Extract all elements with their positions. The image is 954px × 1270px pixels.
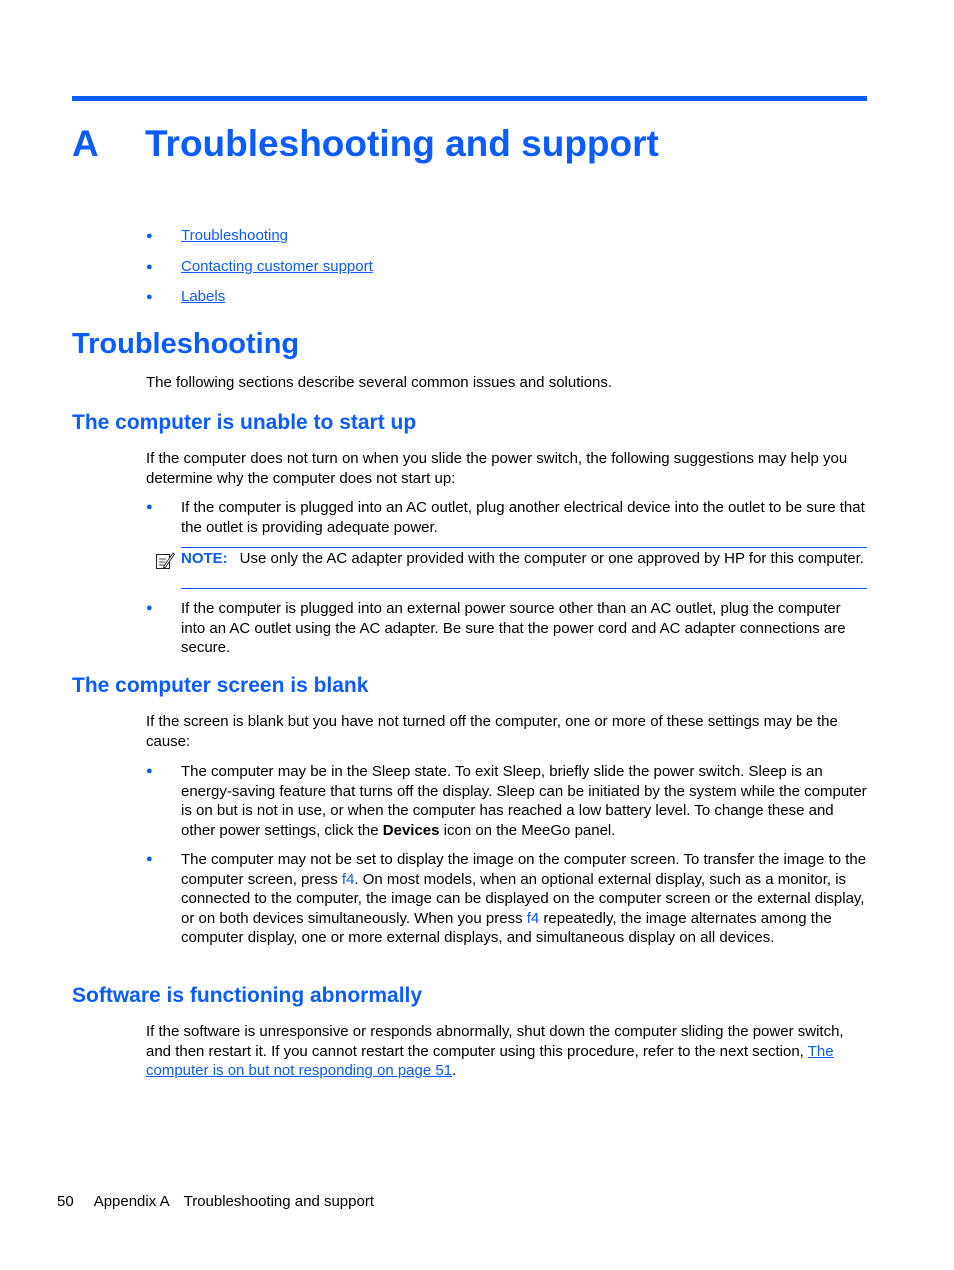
f4-key-link[interactable]: f4 bbox=[526, 909, 540, 927]
toc-link-troubleshooting[interactable]: Troubleshooting bbox=[181, 227, 289, 244]
software-text bbox=[146, 1022, 868, 1081]
bullet-text bbox=[181, 850, 868, 948]
toc-item bbox=[146, 226, 373, 257]
note-content bbox=[181, 549, 867, 569]
bullet-text-part: The computer may not be set to display the image on the computer screen. To transfer the image to the computer screen, press bbox=[181, 851, 867, 888]
blank-heading: The computer screen is blank bbox=[72, 674, 369, 697]
startup-heading: The computer is unable to start up bbox=[72, 411, 417, 434]
note-pencil-icon bbox=[155, 551, 175, 571]
section-title: Troubleshooting bbox=[72, 328, 300, 360]
software-text-part: If the software is unresponsive or responds abnormally, shut down the computer sliding the power switch, and then restart it. If you cannot restart the computer using this procedure, refer to the next section, bbox=[146, 1023, 844, 1060]
blank-bullet-2 bbox=[146, 850, 868, 948]
startup-bullet-1 bbox=[146, 498, 868, 537]
chapter-toc bbox=[146, 226, 373, 318]
chapter-title-text: Troubleshooting and support bbox=[145, 123, 659, 164]
bullet-icon: ● bbox=[146, 291, 153, 303]
chapter-rule bbox=[72, 96, 867, 101]
toc-item bbox=[146, 257, 373, 288]
bullet-icon: ● bbox=[146, 765, 153, 777]
section-intro: The following sections describe several common issues and solutions. bbox=[146, 374, 613, 391]
bullet-text-part: icon on the MeeGo panel. bbox=[439, 821, 616, 839]
f4-key-link[interactable]: f4 bbox=[341, 870, 355, 888]
bullet-icon: ● bbox=[146, 260, 153, 273]
software-text-part: . bbox=[452, 1062, 457, 1079]
footer-title: Troubleshooting and support bbox=[183, 1193, 375, 1210]
bullet-text: If the computer is plugged into an external power source other than an AC outlet, plug the computer into an AC outlet using the AC adapter. Be sure that the power cord and AC adapter connections are secure. bbox=[181, 600, 846, 656]
bullet-text bbox=[181, 762, 868, 840]
chapter-title bbox=[72, 118, 659, 170]
bullet-icon: ● bbox=[146, 602, 153, 614]
footer-appendix: Appendix A bbox=[93, 1193, 170, 1210]
chapter-letter: A bbox=[72, 123, 99, 164]
startup-bullet-2 bbox=[146, 599, 868, 658]
software-heading: Software is functioning abnormally bbox=[72, 984, 423, 1007]
bullet-icon: ● bbox=[146, 230, 153, 242]
toc-item bbox=[146, 287, 373, 318]
devices-label: Devices bbox=[382, 821, 440, 839]
bullet-icon: ● bbox=[146, 853, 153, 865]
bullet-icon: ● bbox=[146, 501, 153, 513]
note-text: Use only the AC adapter provided with the computer or one approved by HP for this computer. bbox=[239, 550, 864, 567]
bullet-text-part: . On most models, when an optional external display, such as a monitor, is connected to the computer, the image can be displayed on the computer screen or the external display, or on both devices simultaneously. When you press bbox=[181, 870, 865, 927]
page-number: 50 bbox=[57, 1193, 74, 1210]
page-footer bbox=[57, 1192, 374, 1212]
toc-link-contacting-support[interactable]: Contacting customer support bbox=[181, 257, 373, 275]
not-responding-link[interactable]: The computer is on but not responding on page 51 bbox=[146, 1042, 834, 1079]
note-box bbox=[181, 547, 867, 589]
note-label: NOTE: bbox=[181, 550, 228, 567]
toc-link-labels[interactable]: Labels bbox=[181, 288, 226, 305]
startup-intro: If the computer does not turn on when you slide the power switch, the following suggestions may help you determine why the computer does not start up: bbox=[146, 450, 848, 487]
bullet-text: If the computer is plugged into an AC outlet, plug another electrical device into the outlet to be sure that the outlet is providing adequate power. bbox=[181, 499, 865, 536]
blank-bullet-1 bbox=[146, 762, 868, 840]
bullet-text-part: The computer may be in the Sleep state. To exit Sleep, briefly slide the power switch. Sleep is an energy-saving feature that turns off the display. Sleep can be initiated by the system while the computer is on but is not in use, or when the computer has reached a low battery level. To change these and other power settings, click the bbox=[181, 763, 867, 839]
blank-intro: If the screen is blank but you have not turned off the computer, one or more of these settings may be the cause: bbox=[146, 713, 838, 750]
bullet-text-part: repeatedly, the image alternates among the computer display, one or more external displays, and simultaneous display on all devices. bbox=[181, 909, 832, 946]
